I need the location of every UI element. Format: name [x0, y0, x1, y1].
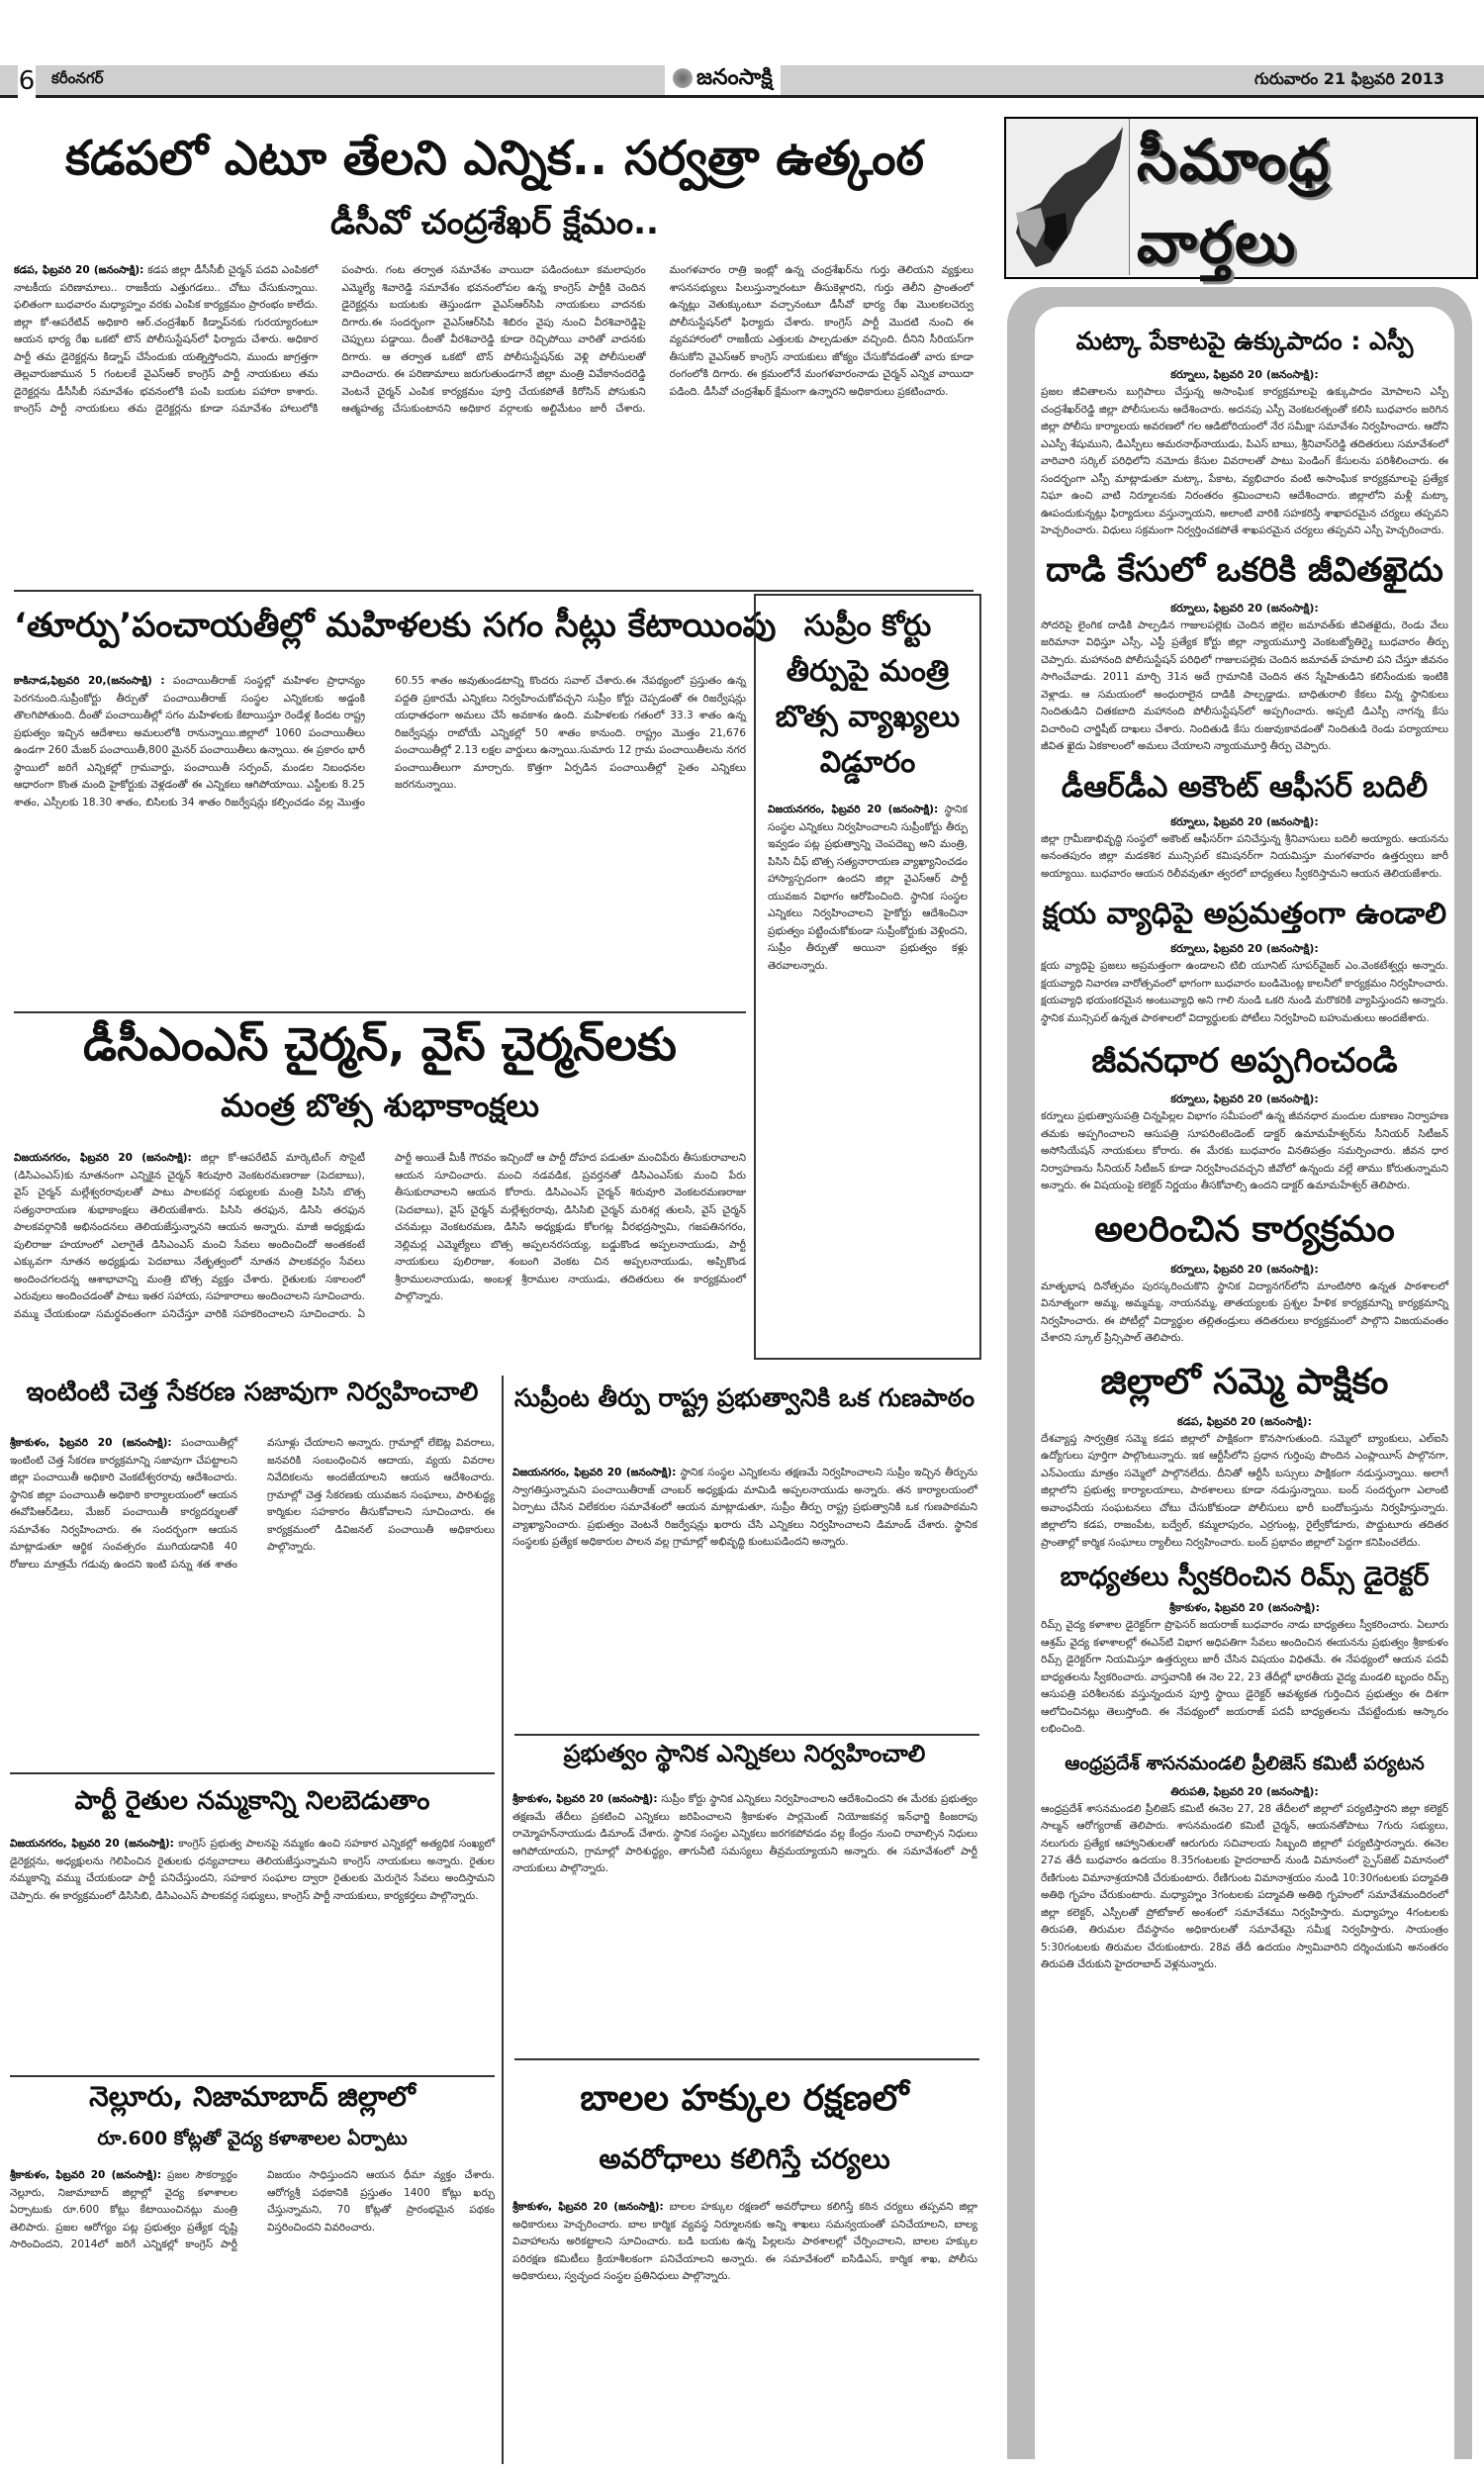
- lead-body: [14, 262, 974, 584]
- sidebar-headline: దాడి కేసులో ఒకరికి జీవితఖైదు: [1046, 549, 1443, 590]
- sidebar-content: [1035, 307, 1454, 2459]
- farmers-text: కాంగ్రెస్‌ ప్రభుత్వ పాలనపై నమ్మకం ఉంచి సహకార ఎన్నికల్లో అత్యధిక సంఖ్యలో డైరెక్టర్లను, అధ్యక్షులను గెలిపించిన రైతులకు ధన్యవాదాలు తెలియజేస్తున్నామని కాంగ్రెస్‌ నాయకులు అన్నారు. రైతుల నమ్మకాన్ని వమ్ము చేయకుండా పార్టీ పనిచేస్తుందని, సహకార సంఘాల ద్వారా రైతులకు మెరుగైన సేవలు అందిస్తామని చెప్పారు. ఈ కార్యక్రమంలో డిసిసిబి, డిసిఎంఎస్‌ పాలకవర్గ సభ్యులు, కాంగ్రెస్‌ పార్టీ నాయకులు, కార్యకర్తలు పాల్గొన్నారు.: [10, 1838, 496, 1902]
- sidebar-dateline: తిరుపతి, ఫిబ్రవరి 20 (జనంసాక్షి):: [1170, 1784, 1319, 1798]
- women-body: [14, 673, 746, 995]
- sidebar-article: [1041, 327, 1448, 540]
- banner-title: సీమాంధ్ర వార్తలు: [1137, 127, 1332, 276]
- sidebar-dateline: కర్నూలు, ఫిబ్రవరి 20 (జనంసాక్షి):: [1170, 1093, 1319, 1105]
- sidebar-headline: అలరించిన కార్యక్రమం: [1094, 1208, 1395, 1250]
- sidebar-headline: జీవనధార అప్పగించండి: [1091, 1041, 1398, 1081]
- nellore-dateline: శ్రీకాకుళం, ఫిబ్రవరి 20 (జనంసాక్షి):: [10, 2169, 162, 2181]
- lead-dateline: కడప, ఫిబ్రవరి 20 (జనంసాక్షి):: [14, 264, 144, 276]
- edition-name: కరీంనగర్: [51, 69, 104, 87]
- garbage-body: [10, 1435, 495, 1752]
- divider: [14, 1011, 746, 1013]
- sidebar-body: దేశవ్యాప్త సార్వత్రిక సమ్మె కడప జిల్లాలో పాక్షికంగా కొనసాగుతుంది. సమ్మెలో బ్యాంకులు, ఎల్‌ఐసి ఉద్యోగులు పూర్తిగా పాల్గొంటున్నారు. ఇక ఆర్టీసీలోని ప్రధాన గుర్తింపు పొందిన ఎంప్లాయీస్‌ పాల్గొనగా, ఎన్‌ఎంయు మాత్రం సమ్మెలో పాల్గొనలేదు. దీనితో ఆర్టీసీ బస్సులు పాక్షికంగా నడుస్తున్నాయి. అలాగే జిల్లాలోని ప్రభుత్వ కార్యాలయాలు, పాఠశాలలు కూడా నడుస్తున్నాయి. బంద్‌ సందర్భంగా ఎలాంటి అవాంఛనీయ సంఘటనలు చోటు చేసుకోకుండా పోలీసులు భారీ బందోబస్తును నిర్వహిస్తున్నారు. జిల్లాలోని కడప, రాజంపేట, బద్వేల్‌, కమ్మలాపురం, ఎర్రగుంట్ల, రైల్వేకోడూరు, పొద్దుటూరు తదితర ప్రాంతాల్లో కార్మిక సంఘాలు ర్యాలీలు నిర్వహించారు. బంద్‌ ప్రభావం జిల్లాలో పెద్దగా కనిపించలేదు.: [1041, 1432, 1448, 1549]
- sidebar-headline: డీఆర్‌డీఎ అకౌంట్‌ ఆఫీసర్‌ బదిలీ: [1061, 769, 1429, 805]
- newspaper-name: జనంసాక్షి: [696, 65, 773, 90]
- map-icon: [1006, 119, 1129, 275]
- botsa-box: [754, 594, 981, 1360]
- local-elections-headline: ప్రభుత్వం స్థానిక ఎన్నికలు నిర్వహించాలి: [563, 1740, 926, 1767]
- dcms-subhead: మంత్ర బొత్స శుభాకాంక్షలు: [221, 1087, 539, 1124]
- lead-text: కడప జిల్లా డీసీసీబీ చైర్మన్‌ పదవి ఎంపికలో నాటకీయ పరిణామాలు.. రాజకీయ ఎత్తుగడలు.. చోటు చేసుకున్నాయి. ఫలితంగా బుధవారం మధ్యాహ్నం వరకు ఎంపిక కార్యక్రమం ప్రారంభం కాలేదు. జిల్లా కో-ఆపరేటివ్‌ అధికారి ఆర్‌.చంద్రశేఖర్‌ కిడ్నాప్‌నకు గురయ్యారంటూ ఆయన భార్య రేఖ ఒకటో టౌన్‌ పోలీసుస్టేషన్‌లో ఫిర్యాదు చేశారు. అధికార పార్టీ తమ డైరెక్టర్లను కిడ్నాప్‌ చేసేందుకు యత్నిస్తోందని, ముందు జాగ్రత్తగా తెల్లవారుజామున 5 గంటలకే వైఎస్‌ఆర్‌ కాంగ్రెస్‌ పార్టీ నాయకులు తమ డైరెక్టర్లను డీసీసీబీ సమావేశం భవనంలోకి పంపి బయట పహారా కాశారు. కాంగ్రెస్‌ పార్టీ నాయకులు తమ డైరెక్టర్లను కూడా సమావేశం హాలులోకి పంపారు. గంట తర్వాత సమావేశం వాయిదా పడిందంటూ కమలాపురం ఎమ్మెల్యే శివారెడ్డి సమావేశం భవనంలోపల ఉన్న కాంగ్రెస్‌ పార్టీకి చెందిన డైరెక్టర్లను బయటకు తెస్తుండగా వైఎస్‌ఆర్‌సిపి నాయకులు వాదనకు దిగారు.ఈ సందర్భంగా వైఎస్‌ఆర్‌సిపి శిబిరం వైపు నుంచి వీరశివారెడ్డిపై చెప్పులు పడ్డాయి. దీంతో వీరశివారెడ్డి కూడా రెచ్చిపోయి వారితో వాదనకు దిగారు. ఆ తర్వాత ఒకటో టౌన్‌ పోలీసుస్టేషన్‌కు వెళ్లి పోలీసులతో వాదించారు. ఈ పరిణామాలు జరుగుతుండగానే జిల్లా మంత్రి వివేకానందరెడ్డి వెంటనే చైర్మన్‌ ఎంపిక కార్యక్రమం పూర్తి చేయకపోతే కిరోసిన్‌ పోసుకుని ఆత్మహత్య చేసుకుంటానని అధికార వర్గాలకు అల్టిమేటం జారీ చేశారు. మంగళవారం రాత్రి ఇంట్లో ఉన్న చంద్రశేఖర్‌ను గుర్తు తెలియని వ్యక్తులు శాసనసభ్యులు పిలుస్తున్నారంటూ తీసుకెళ్లారని, గుర్తు తెలీని ప్రాంతంలో ఉన్నట్లు వెతుక్కుంటూ వచ్చానంటూ డీసీవో భార్య రేఖ మొలకలచెర్వు పోలీసుస్టేషన్‌లో ఫిర్యాదు చేశారు. కాంగ్రెస్‌ పార్టీ మొదటి నుంచి ఈ వ్యవహారంలో రాజకీయ ఎత్తులకు పాల్పడుతూ వచ్చింది. దీనిని సీరియస్‌గా తీసుకోని వైఎస్‌ఆర్‌ కాంగ్రెస్‌ నాయకులు జోక్యం చేసుకోవడంతో వారు కూడా రంగంలోకి దిగారు. ఈ క్రమంలోనే మంగళవారంనాడు చైర్మన్‌ ఎన్నిక వాయిదా పడింది. డీసీవో చంద్రశేఖర్‌ క్షేమంగా ఉన్నారని అధికారులు ప్రకటించారు.: [14, 264, 974, 415]
- garbage-headline: ఇంటింటి చెత్త సేకరణ సజావుగా నిర్వహించాలి: [26, 1378, 479, 1407]
- column-divider: [502, 1376, 504, 2464]
- women-headline: ‘తూర్పు’పంచాయతీల్లో మహిళలకు సగం సీట్లు కేటాయింపు: [14, 606, 777, 645]
- sidebar-body: క్షయ వ్యాధిపై ప్రజలు అప్రమత్తంగా ఉండాలని టిబి యూనిట్‌ సూపర్‌వైజర్‌ ఎం.వెంకటేశ్వర్లు అన్నారు. క్షయవ్యాధి నివారణ వారోత్సవంలో భాగంగా బుధవారం బండిమెంట్ల కాలనీలో కార్యక్రమం నిర్వహించారు. క్షయవ్యాధి భయంకరమైన అంటువ్యాధి అని గాలి నుండి ఒకరి నుండి మరొకరికి వ్యాపిస్తుందని అన్నారు. స్థానిక మున్సిపల్‌ ఉన్నత పాఠశాలలో విద్యార్థులకు పోటీలు నిర్వహించి బహుమతులు అందజేశారు.: [1041, 960, 1448, 1024]
- sidebar-body: ఆంధ్రప్రదేశ్‌ శాసనమండలి ప్రీలిజెస్‌ కమిటీ ఈనెల 27, 28 తేదీలలో జిల్లాలో పర్యటిస్తారని జిల్లా కలెక్టర్‌ సాల్మన్‌ ఆరోగ్యరాజ్‌ తెలిపారు. శాసనమండలి కమిటీ చైర్మన్‌, ఆయనతోపాటు 7గురు సభ్యులు, నలుగురు ప్రత్యేక ఆహ్వానితులతో ఆరుగురు సచివాలయ సిబ్బంది జిల్లాలో పర్యటిస్తారన్నారు. ఈనెల 27వ తేదీ బుధవారం ఉదయం 8.35గంటలకు హైదరాబాద్‌ నుండి విమానంలో స్పైస్‌జెట్‌ విమానంలో రేణిగుంట విమానాశ్రయానికి చేరుకుంటారు. రేణిగుంట విమానాశ్రయం నుండి 10:30గంటలకు పద్మావతి అతిథి గృహం చేరుకుంటారు. మధ్యాహ్నం 3గంటలకు పద్మావతి అతిథి గృహంలో సమావేశమందిరంలో జిల్లా కలెక్టర్‌, ఎస్పీలతో ప్రోటోకాల్‌ అంశంలో సమావేశము నిర్వహిస్తారు. మధ్యాహ్నం 4గంటలకు తిరుపతి, తిరుమల దేవస్థానం అధికారులతో సమావేశమై సమీక్ష నిర్వహిస్తారు. సాయంత్రం 5:30గంటలకు తిరుమల చేరుకుంటారు. 28వ తేదీ ఉదయం స్వామివారిని దర్శించుకుని అనంతరం తిరుపతి చేరుకుని హైదరాబాద్‌ వెళ్లనున్నారు.: [1041, 1802, 1448, 1970]
- newspaper-logo: [665, 61, 781, 95]
- nellore-headline: నెల్లూరు, నిజామాబాద్‌ జిల్లాలో: [89, 2080, 416, 2113]
- women-text: పంచాయితీరాజ్‌ సంస్థల్లో మహిళల ప్రాధాన్యం పెరగనుంది.సుప్రీంకోర్టు తీర్పుతో పంచాయితీరాజ్‌ సంస్థల ఎన్నికలకు అడ్డంకి తొలగిపోతుంది. దీంతో పంచాయితీల్లో సగం మహిళలకు కేటాయిస్తూ రెండేళ్ల కిందట రాష్ట్ర ప్రభుత్వం ఇచ్చిన ఆదేశాలు అమలులోకి రానున్నాయి.జిల్లాలో 1060 పంచాయితీలు ఉండగా 260 మేజర్‌ పంచాయితీ,800 మైనర్‌ పంచాయితీలు ఉన్నాయి. ఈ ప్రకారం భారీ స్థాయిలో జరిగే ఎన్నికల్లో గ్రామవార్డు, పంచాయితీ సర్పంచ్‌, మండల నిబంధనల ఆధారంగా కొంత మంది హైకోర్టుకు వెళ్లడంతో ఈ ఎన్నికలు ఆగిపోయాయి. ఎస్టీలకు 8.25 శాతం, ఎస్సీలకు 18.30 శాతం, బిసిలకు 34 శాతం రిజర్వేషన్లు కల్పించడం వల్ల మొత్తం 60.55 శాతం అవుతుండటాన్ని కొందరు సవాల్‌ చేశారు.ఈ నేపథ్యంలో ప్రస్తుతం ఉన్న పద్దతి ప్రకారమే ఎన్నికలు నిర్వహించుకోవచ్చని సుప్రీం కోర్టు చెప్పడంతో ఈ రిజర్వేషన్లు యధాతధంగా అమలు చేసే అవకాశం ఉంది. మహిళలకు గతంలో 33.3 శాతం ఉన్న రిజర్వేషన్లు రాబోయే ఎన్నికల్లో 50 శాతం కానుంది. రాష్ట్రం మొత్తం 21,676 పంచాయితీల్లో 2.13 లక్షల వార్డులు ఉన్నాయి.సుమారు 12 గ్రామ పంచాయితీలను నగర పంచాయితీలుగా మార్చారు. కొత్తగా ఏర్పడిన పంచాయితీల్లో సైతం ఎన్నికలు జరగనున్నాయి.: [14, 675, 746, 809]
- issue-date: గురువారం 21 ఫిబ్రవరి 2013: [1253, 69, 1444, 88]
- garbage-text: పంచాయితీల్లో ఇంటింటి చెత్త సేకరణ కార్యక్రమాన్ని సజావుగా చేపట్టాలని జిల్లా పంచాయితీ అధికారి వెంకటేశ్వరరావు ఆదేశించారు. స్థానిక జిల్లా పంచాయితీ అధికారి కార్యాలయంలో ఆయన ఈవోపిఆర్‌డిలు, మేజర్‌ పంచాయితీ కార్యదర్శులతో సమావేశం నిర్వహించారు. ఈ సందర్భంగా ఆయన మాట్లాడుతూ ఆర్థిక సంవత్సరం ముగియడానికి 40 రోజులు మాత్రమే గడువు ఉందని ఇంటి పన్ను శత శాతం వసూళ్లు చేయాలని అన్నారు. గ్రామాల్లో లేఔట్ల వివరాలు, జనవరికి సంబంధించిన ఆదాయ, వ్యయ వివరాల నివేదికలను అందజేయాలని ఆయన ఆదేశించారు. గ్రామాల్లో చెత్త సేకరణకు యువజన సంఘాలు, పారిశుద్ధ్య కార్మికుల సహకారం తీసుకోవాలని సూచించారు. ఈ కార్యక్రమంలో డివిజనల్‌ పంచాయితీ అధికారులు పాల్గొన్నారు.: [10, 1437, 495, 1570]
- sidebar-body: రిమ్స్‌ వైద్య కళాశాల డైరెక్టర్‌గా ప్రొఫెసర్‌ జయరాజ్‌ బుధవారం నాడు బాధ్యతలు స్వీకరించారు. ఏలూరు ఆశ్రమ్‌ వైద్య కళాశాలల్లో ఈఎన్‌టి విభాగ అధిపతిగా సేవలు అందించిన ఈయనను ప్రభుత్వం శ్రీకాకుళం రిమ్స్‌ డైరెక్టర్‌గా నియమిస్తూ ఉత్తర్వులు జారీ చేసిన విషయం విధితమే. ఈ నేపథ్యంలో ఆయన పదవీ బాధ్యతలను స్వీకరించారు. వాస్తవానికి ఈ నెల 22, 23 తేదీల్లో భారతీయ వైద్య మండలి బృందం రిమ్స్‌ ఆసుపత్రి పరిశీలనకు వస్తున్నందున పూర్తి స్థాయి డైరెక్టర్‌ ఆవశ్యకత గుర్తించిన ప్రభుత్వం ఈ దిశగా ఆలోచించినట్లు తెలుస్తోంది. ఈ నేపథ్యంలో జయరాజ్‌ పదవీ బాధ్యతలను చేపట్టేందుకు ఆస్కారం లభించింది.: [1041, 1619, 1448, 1735]
- local-elections-text: సుప్రీం కోర్టు స్థానిక ఎన్నికలు నిర్వహించాలని ఆదేశించిందని ఈ మేరకు ప్రభుత్వం తక్షణమే తేదీలు ప్రకటించి ఎన్నికలు జరిపించాలని శ్రీకాకుళం పార్లమెంట్‌ నియోజకవర్గ ఇన్‌ఛార్జి కింజరాపు రామ్మోహన్‌నాయుడు డిమాండ్‌ చేశారు. స్థానిక సంస్థల ఎన్నికలు జరగకపోవడం వల్ల కేంద్రం నుంచి రావాల్సిన నిధులు ఆగిపోయాయని, గ్రామాల్లో పారిశుద్ధ్యం, తాగునీటి సమస్యలు తీవ్రమయ్యాయని అన్నారు. ఈ సమావేశంలో పార్టీ నాయకులు పాల్గొన్నారు.: [512, 1793, 978, 1874]
- logo-flower-icon: [673, 68, 693, 88]
- nellore-subhead: రూ.600 కోట్లతో వైద్య కళాశాలల ఏర్పాటు: [97, 2128, 408, 2149]
- women-dateline: కాకినాడ,ఫిబ్రవరి 20,(జనంసాక్షి) :: [14, 675, 165, 687]
- sidebar-article: [1041, 550, 1448, 756]
- sidebar-article: [1041, 1209, 1448, 1348]
- sidebar-article: [1041, 1753, 1448, 1974]
- farmers-dateline: విజయనగరం, ఫిబ్రవరి 20 (జనంసాక్షి):: [10, 1838, 174, 1850]
- farmers-headline: పార్టీ రైతుల నమ్మకాన్ని నిలబెడుతాం: [74, 1786, 430, 1816]
- sidebar-dateline: కర్నూలు, ఫిబ్రవరి 20 (జనంసాక్షి):: [1170, 368, 1319, 381]
- dcms-headline: డీసీఎంఎస్‌ చైర్మన్‌, వైస్‌ చైర్మన్‌లకు: [83, 1017, 677, 1071]
- supreme-boon-headline: సుప్రీంట తీర్పు రాష్ట్ర ప్రభుత్వానికి ఒక గుణపాఠం: [513, 1383, 975, 1412]
- divider: [10, 2075, 495, 2077]
- child-rights-dateline: శ్రీకాకుళం, ఫిబ్రవరి 20 (జనంసాక్షి):: [512, 2201, 664, 2213]
- sidebar-article: [1041, 1562, 1448, 1739]
- sidebar-headline: ఆంధ్రప్రదేశ్‌ శాసనమండలి ప్రీలిజెస్‌ కమిటీ పర్యటన: [1065, 1752, 1425, 1774]
- sidebar-body: జిల్లా గ్రామీణాభివృద్ధి సంస్థలో అకౌంట్‌ ఆఫీసర్‌గా పనిచేస్తున్న శ్రీనివాసులు బదిలీ అయ్యారు. ఆయనను అనంతపురం జిల్లా మడకశిర మున్సిపల్‌ కమిషనర్‌గా నియమిస్తూ మంగళవారం ఉత్తర్వులు జారీ అయ్యాయి. బుధవారం ఆయన రిలీవవుతూ త్వరలో బాధ్యతలు స్వీకరిస్తామని ఆయన తెలియజేశారు.: [1041, 832, 1448, 880]
- local-elections-body: [512, 1791, 977, 2044]
- sidebar-dateline: కర్నూలు, ఫిబ్రవరి 20 (జనంసాక్షి):: [1170, 814, 1319, 828]
- sidebar-body: కర్నూలు ప్రభుత్వాసుపత్రి చిన్నపిల్లల విభాగం సమీపంలో ఉన్న జీవనధార మందుల దుకాణం నిర్వాహణ తమకు అప్పగించాలని ఆసుపత్రి సూపరింటెండెంట్‌ డాక్టర్‌ ఉమామహేశ్వర్‌ను సీనియర్‌ సిటీజన్‌ అసోసియేషన్‌ నాయకులు కోరారు. ఈ మేరకు బుధవారం వినతిపత్రం సమర్పించారు. జీవన ధార నిర్వాహణను సీనియర్‌ సిటీజన్‌ కూడా నిర్వహించవచ్చని జీవోలో ఉన్నందు వల్లే తాము కోరుతున్నామని అన్నారు. ఈ విషయంపై కలెక్టర్‌ నిర్ణయం తీసకోవాల్సి ఉందని డాక్టర్‌ ఉమామహేశ్వర్‌ తెలిపారు.: [1041, 1110, 1448, 1191]
- nellore-text: ప్రజల సౌకర్యార్థం నెల్లూరు, నిజామాబాద్‌ జిల్లాల్లో వైద్య కళాశాలల ఏర్పాటుకు రూ.600 కోట్లు కేటాయించినట్లు మంత్రి తెలిపారు. ప్రజల ఆరోగ్యం పట్ల ప్రభుత్వం ప్రత్యేక దృష్టి సారించిందని, 2014లో జరిగే ఎన్నికల్లో కాంగ్రెస్‌ పార్టీ విజయం సాధిస్తుందని ఆయన ధీమా వ్యక్తం చేశారు. ఆరోగ్యశ్రీ పథకానికి ప్రస్తుతం 1400 కోట్లు ఖర్చు చేస్తున్నామని, 70 కోట్లతో ప్రారంభమైన పథకం విస్తరించిందని వివరించారు.: [10, 2169, 495, 2250]
- child-rights-body: [512, 2199, 977, 2461]
- dcms-dateline: విజయనగరం, ఫిబ్రవరి 20 (జనంసాక్షి):: [14, 1152, 192, 1164]
- local-elections-dateline: శ్రీకాకుళం, ఫిబ్రవరి 20 (జనంసాక్షి):: [512, 1793, 658, 1805]
- nellore-body: [10, 2167, 495, 2459]
- botsa-body: [756, 794, 979, 983]
- child-rights-headline: బాలల హక్కుల రక్షణలో: [580, 2078, 909, 2119]
- garbage-dateline: శ్రీకాకుళం, ఫిబ్రవరి 20 (జనంసాక్షి):: [10, 1437, 172, 1449]
- sidebar-article: [1041, 897, 1448, 1027]
- regional-news-banner: [1004, 117, 1478, 279]
- sidebar-headline: క్షయ వ్యాధిపై అప్రమత్తంగా ఉండాలి: [1042, 897, 1447, 931]
- botsa-headline: సుప్రీం కోర్టు తీర్పుపై మంత్రి బొత్స వ్యాఖ్యలు విడ్డూరం: [775, 609, 961, 780]
- sidebar-dateline: కర్నూలు, ఫిబ్రవరి 20 (జనంసాక్షి):: [1170, 942, 1319, 955]
- lead-subhead: డీసీవో చంద్రశేఖర్‌ క్షేమం..: [330, 203, 659, 242]
- farmers-body: [10, 1836, 495, 2058]
- lead-headline: కడపలో ఎటూ తేలని ఎన్నిక.. సర్వత్రా ఉత్కంఠ: [64, 131, 925, 186]
- sidebar-headline: మట్కా పేకాటపై ఉక్కుపాదం : ఎస్పీ: [1075, 327, 1414, 355]
- sidebar-headline: బాధ్యతలు స్వీకరించిన రిమ్స్‌ డైరెక్టర్‌: [1060, 1562, 1430, 1592]
- supreme-boon-body: [512, 1465, 977, 1717]
- botsa-dateline: విజయనగరం, ఫిబ్రవరి 20 (జనంసాక్షి):: [768, 804, 939, 815]
- child-rights-text: బాలల హక్కుల రక్షణలో అవరోధాలు కలిగిస్తే కఠిన చర్యలు తప్పవని జిల్లా అధికారులు హెచ్చరించారు. బాల కార్మిక వ్యవస్థ నిర్మూలనకు అన్ని శాఖలు సమన్వయంతో పనిచేయాలని, బాల్య వివాహాలను అరికట్టాలని సూచించారు. బడి బయట ఉన్న పిల్లలను పాఠశాలల్లో చేర్పించాలని, బాలల హక్కుల పరిరక్షణ కమిటీలు క్రియాశీలకంగా పనిచేయాలని అన్నారు. ఈ సమావేశంలో ఐసిడిఎస్‌, కార్మిక శాఖ, పోలీసు అధికారులు, స్వచ్ఛంద సంస్థల ప్రతినిధులు పాల్గొన్నారు.: [512, 2201, 978, 2282]
- sidebar-article: [1041, 1362, 1448, 1553]
- sidebar-dateline: శ్రీకాకుళం, ఫిబ్రవరి 20 (జనంసాక్షి):: [1168, 1601, 1321, 1614]
- sidebar-body: సోదరిపై లైంగిక దాడికి పాల్పడిన గాజులపల్లెకు చెందిన జిల్లెల జమావత్‌కు జీవితఖైదు, రెండు వేలు జరిమానా విధిస్తూ ఎస్సీ, ఎస్టీ ప్రత్యేక కోర్టు జిల్లా న్యాయమూర్తి వెంకటజ్యోతిర్మై బుధవారం తీర్పు చెప్పారు. మహానంది పోలీసుస్టేషన్‌ పరిధిలో గాజులపల్లెకు చెందిన జమావత్‌ హమాలి పని చేస్తూ జీవనం సాగించేవాడు. 2011 మార్చి 31న అదే గ్రామానికి చెందిన తన స్నేహితుడిని కలిసేందుకు ఇంటికి వెళ్లాడు. ఆ సమయంలో అంధురాలైన దాడికి పాల్పడ్డాడు. బాధితురాలి కేకలు విన్న స్థానికులు నిందితుడిని చితకబాది మహానంది పోలీసుస్టేషన్‌లో అప్పగించారు. అప్పటి డిఎస్పీ నాగన్న కేసు విచారించి చార్జిషీట్‌ దాఖలు చేశారు. నిందితుడి కేసు రుజువుకావడంతో నిందితుడి రెండు పర్యాయాలు జీవిత ఖైదు ఏకకాలంలో అమలు చేయాలని న్యాయమూర్తి తీర్పు చెప్పారు.: [1041, 618, 1448, 752]
- dcms-body: [14, 1150, 746, 1356]
- supreme-boon-text: స్థానిక సంస్థల ఎన్నికలను తక్షణమే నిర్వహించాలని సుప్రీం ఇచ్చిన తీర్పును స్వాగతిస్తున్నామని పంచాయితీరాజ్‌ చాంబర్‌ అధ్యక్షుడు మామిడి అప్పలనాయుడు అన్నారు. తన కార్యాలయంలో ఏర్పాటు చేసిన విలేకరుల సమావేశంలో ఆయన మాట్లాడుతూ, సుప్రీం తీర్పు రాష్ట్ర ప్రభుత్వానికి ఒక గుణపాఠమని వ్యాఖ్యానించారు. ప్రభుత్వం వెంటనే రిజర్వేషన్లు ఖరారు చేసి ఎన్నికలు నిర్వహించాలని డిమాండ్‌ చేశారు. స్థానిక సంస్థలకు ప్రత్యేక అధికారుల పాలన వల్ల గ్రామాల్లో అభివృద్ధి కుంటుపడిందని అన్నారు.: [512, 1467, 977, 1548]
- sidebar-headline: జిల్లాలో సమ్మె పాక్షికం: [1100, 1361, 1389, 1402]
- dcms-text: జిల్లా కో-ఆపరేటివ్‌ మార్కెటింగ్‌ సొసైటీ (డిసిఎంఎస్‌)కు నూతనంగా ఎన్నికైన చైర్మన్‌ శిరువూరి వెంకటరమణరాజు (పెదబాబు), వైస్‌ చైర్మన్‌ మల్లేశ్వరరావులతో పాటు పాలకవర్గ సభ్యులకు మంత్రి పిసిసి బొత్స సత్యనారాయణ శుభాకాంక్షలు తెలియజేశారు. పిసిసి తరఫున, డిసిసి తరఫున పాలకవర్గానికి అభినందనలు తెలియజేస్తున్నానని ఆయన అన్నారు. మాజీ అధ్యక్షుడు పులిరాజు హయాంలో ఎలాగైతే డిసిఎంఎస్‌ మంచి సేవలు అందించిందో అంతకంటే ఎక్కువగా నూతన అధ్యక్షుడు పెదబాబు నేతృత్వంలో నూతన పాలకవర్గం సేవలు అందించగలదన్న ఆశాభావాన్ని మంత్రి బొత్స వ్యక్తం చేశారు. రైతులకు సకాలంలో ఎరువులు అందించడంతో పాటు ఇతర సహాయ, సహకారాలు అందించాలని సూచించారు. వమ్ము చేయకుండా సమర్థవంతంగా పనిచేస్తూ వారికి సహకరించాలని సూచించారు. ఏ పార్టీ అయితే మీకీ గౌరవం ఇచ్చిందో ఆ పార్టీ దోహద పడుతూ మంచిపేరు తీసుకురావాలని ఆయన సూచించారు. మంచి నడవడిక, ప్రవర్తనతో డిసిఎంఎస్‌కు మంచి పేరు తీసుకురావాలని ఆయన కోరారు. డిసిఎంఎస్‌ చైర్మన్‌ శిరువూరి వెంకటరమణరాజు (పెదబాబు), వైస్‌ చైర్మన్‌ మల్లేశ్వరరావు, డిసిసిబి చైర్మన్‌ మరిశర్ల తులసి, వైస్‌ చైర్మన్‌ చనమల్లు వెంకటరమణ, డిసిసి అధ్యక్షుడు కోలగట్ల వీరభద్రస్వామి, గజపతినగరం, నెల్లిమర్ల ఎమ్మెల్యేలు బొత్స అప్పలనరసయ్య, బడ్డుకొండ అప్పలనాయుడు, పార్టీ నాయకులు పులిరాజు, శంబంగి వెంకట చిన అప్పలనాయుడు, అప్పికొండ శ్రీరాములనాయుడు, అంబళ్ల శ్రీరాముల నాయుడు, తదితరులు ఈ కార్యక్రమంలో పాల్గొన్నారు.: [14, 1152, 746, 1320]
- sidebar-body: ప్రజల జీవితాలను బుగ్గిపాలు చేస్తున్న అసాంఘిక కార్యక్రమాలపై ఉక్కుపాదం మోపాలని ఎస్పీ చంద్రశేఖర్‌రెడ్డి జిల్లా పోలీసులను ఆదేశించారు. అదనపు ఎస్పీ వెంకటరత్నంతో కలిసి బుధవారం జరిగిన జిల్లా పోలీసు కార్యాలయ అవరణలో గల ఆడిటోరియంలో నేర సమీక్షా సమావేశం నిర్వహించారు. ఆదోని ఎఎస్పీ శేషుముని, డిఎస్పీలు అమరనాథ్‌నాయుడు, పిఎస్‌ బాబు, శ్రీనివాస్‌రెడ్డి తదితరులు సమావేశంలో వారివారి సర్కిల్‌ పరిధిలోని నమోదు కేసుల వివరాలతో పాటు పెండింగ్‌ కేసులను పరిశీలించారు. ఈ సందర్భంగా ఎస్పీ మాట్లాడుతూ మట్కా, పేకాట, వ్యభిచారం వంటి అసాంఘిక కార్యక్రమాలపై ప్రత్యేక నిఘా ఉంచి వాటి నిర్మూలనకు నిరంతరం శ్రమించాలని ఆదేశించారు. జిల్లాలోని మళ్లీ మట్కా ఊపందుకున్నట్లు ఫిర్యాదులు వస్తున్నాయని, అలాంటి వారికి సహకరిస్తే శాఖాపరమైన చర్యలు తప్పవని హెచ్చరించారు. విధులు సక్రమంగా నిర్వర్తించకపోతే శాఖపరమైన చర్యలు తప్పవని ఎస్పీ హెచ్చరించారు.: [1041, 386, 1448, 536]
- sidebar-article: [1041, 770, 1448, 884]
- divider: [14, 590, 974, 592]
- divider: [10, 1772, 495, 1774]
- child-rights-subhead: అవరోధాలు కలిగిస్తే చర్యలు: [599, 2142, 890, 2175]
- divider: [514, 1734, 979, 1736]
- sidebar-dateline: కర్నూలు, ఫిబ్రవరి 20 (జనంసాక్షి):: [1170, 1262, 1319, 1276]
- state-map-image: [1006, 119, 1130, 275]
- divider: [514, 2058, 979, 2060]
- sidebar-body: మాతృభాష దినోత్సవం పురస్కరించుకొని స్థానిక విద్యానగర్‌లోని మాంటిసోరి ఉన్నత పాఠశాలలో వినూత్నంగా అమ్మ, అమ్మమ్మ, నాయనమ్మ, తాతయ్యలకు ప్రశ్నల హేళిక కార్యక్రమాన్ని కార్యక్రమాన్ని నిర్వహించారు. ఈ పోటీల్లో విద్యార్థుల తల్లితండ్రులు తదితరులు కార్యక్రమంలో పాల్గొని విజయవంతం చేశారని స్కూల్‌ ప్రిన్సిపాల్‌ తెలిపారు.: [1041, 1280, 1448, 1344]
- botsa-text: స్థానిక సంస్థల ఎన్నికలు నిర్వహించాలని సుప్రీంకోర్టు తీర్పు ఇవ్వడం పట్ల ప్రభుత్వాన్ని చెంపదెబ్బ అని మంత్రి, పిసిసి చీఫ్‌ బొత్స సత్యనారాయణ వ్యాఖ్యానించడం హాస్యాస్పదంగా ఉందని జిల్లా వైఎస్‌ఆర్‌ పార్టీ యువజన విభాగం ఆరోపించింది. స్థానిక సంస్థల ఎన్నికలు నిర్వహించాలని హైకోర్టు ఆదేశించినా ప్రభుత్వం పట్టించుకోకుండా సుప్రీంకోర్టుకు వెళ్లిందని, సుప్రీం తీర్పుతో అయినా ప్రభుత్వం కళ్లు తెరవాలన్నారు.: [768, 804, 969, 972]
- supreme-boon-dateline: విజయనగరం, ఫిబ్రవరి 20 (జనంసాక్షి):: [512, 1467, 677, 1478]
- page-number: 6: [18, 63, 36, 99]
- sidebar-article: [1041, 1041, 1448, 1195]
- sidebar-dateline: కడప, ఫిబ్రవరి 20 (జనంసాక్షి):: [1177, 1414, 1312, 1428]
- sidebar-dateline: కర్నూలు, ఫిబ్రవరి 20 (జనంసాక్షి):: [1170, 601, 1319, 615]
